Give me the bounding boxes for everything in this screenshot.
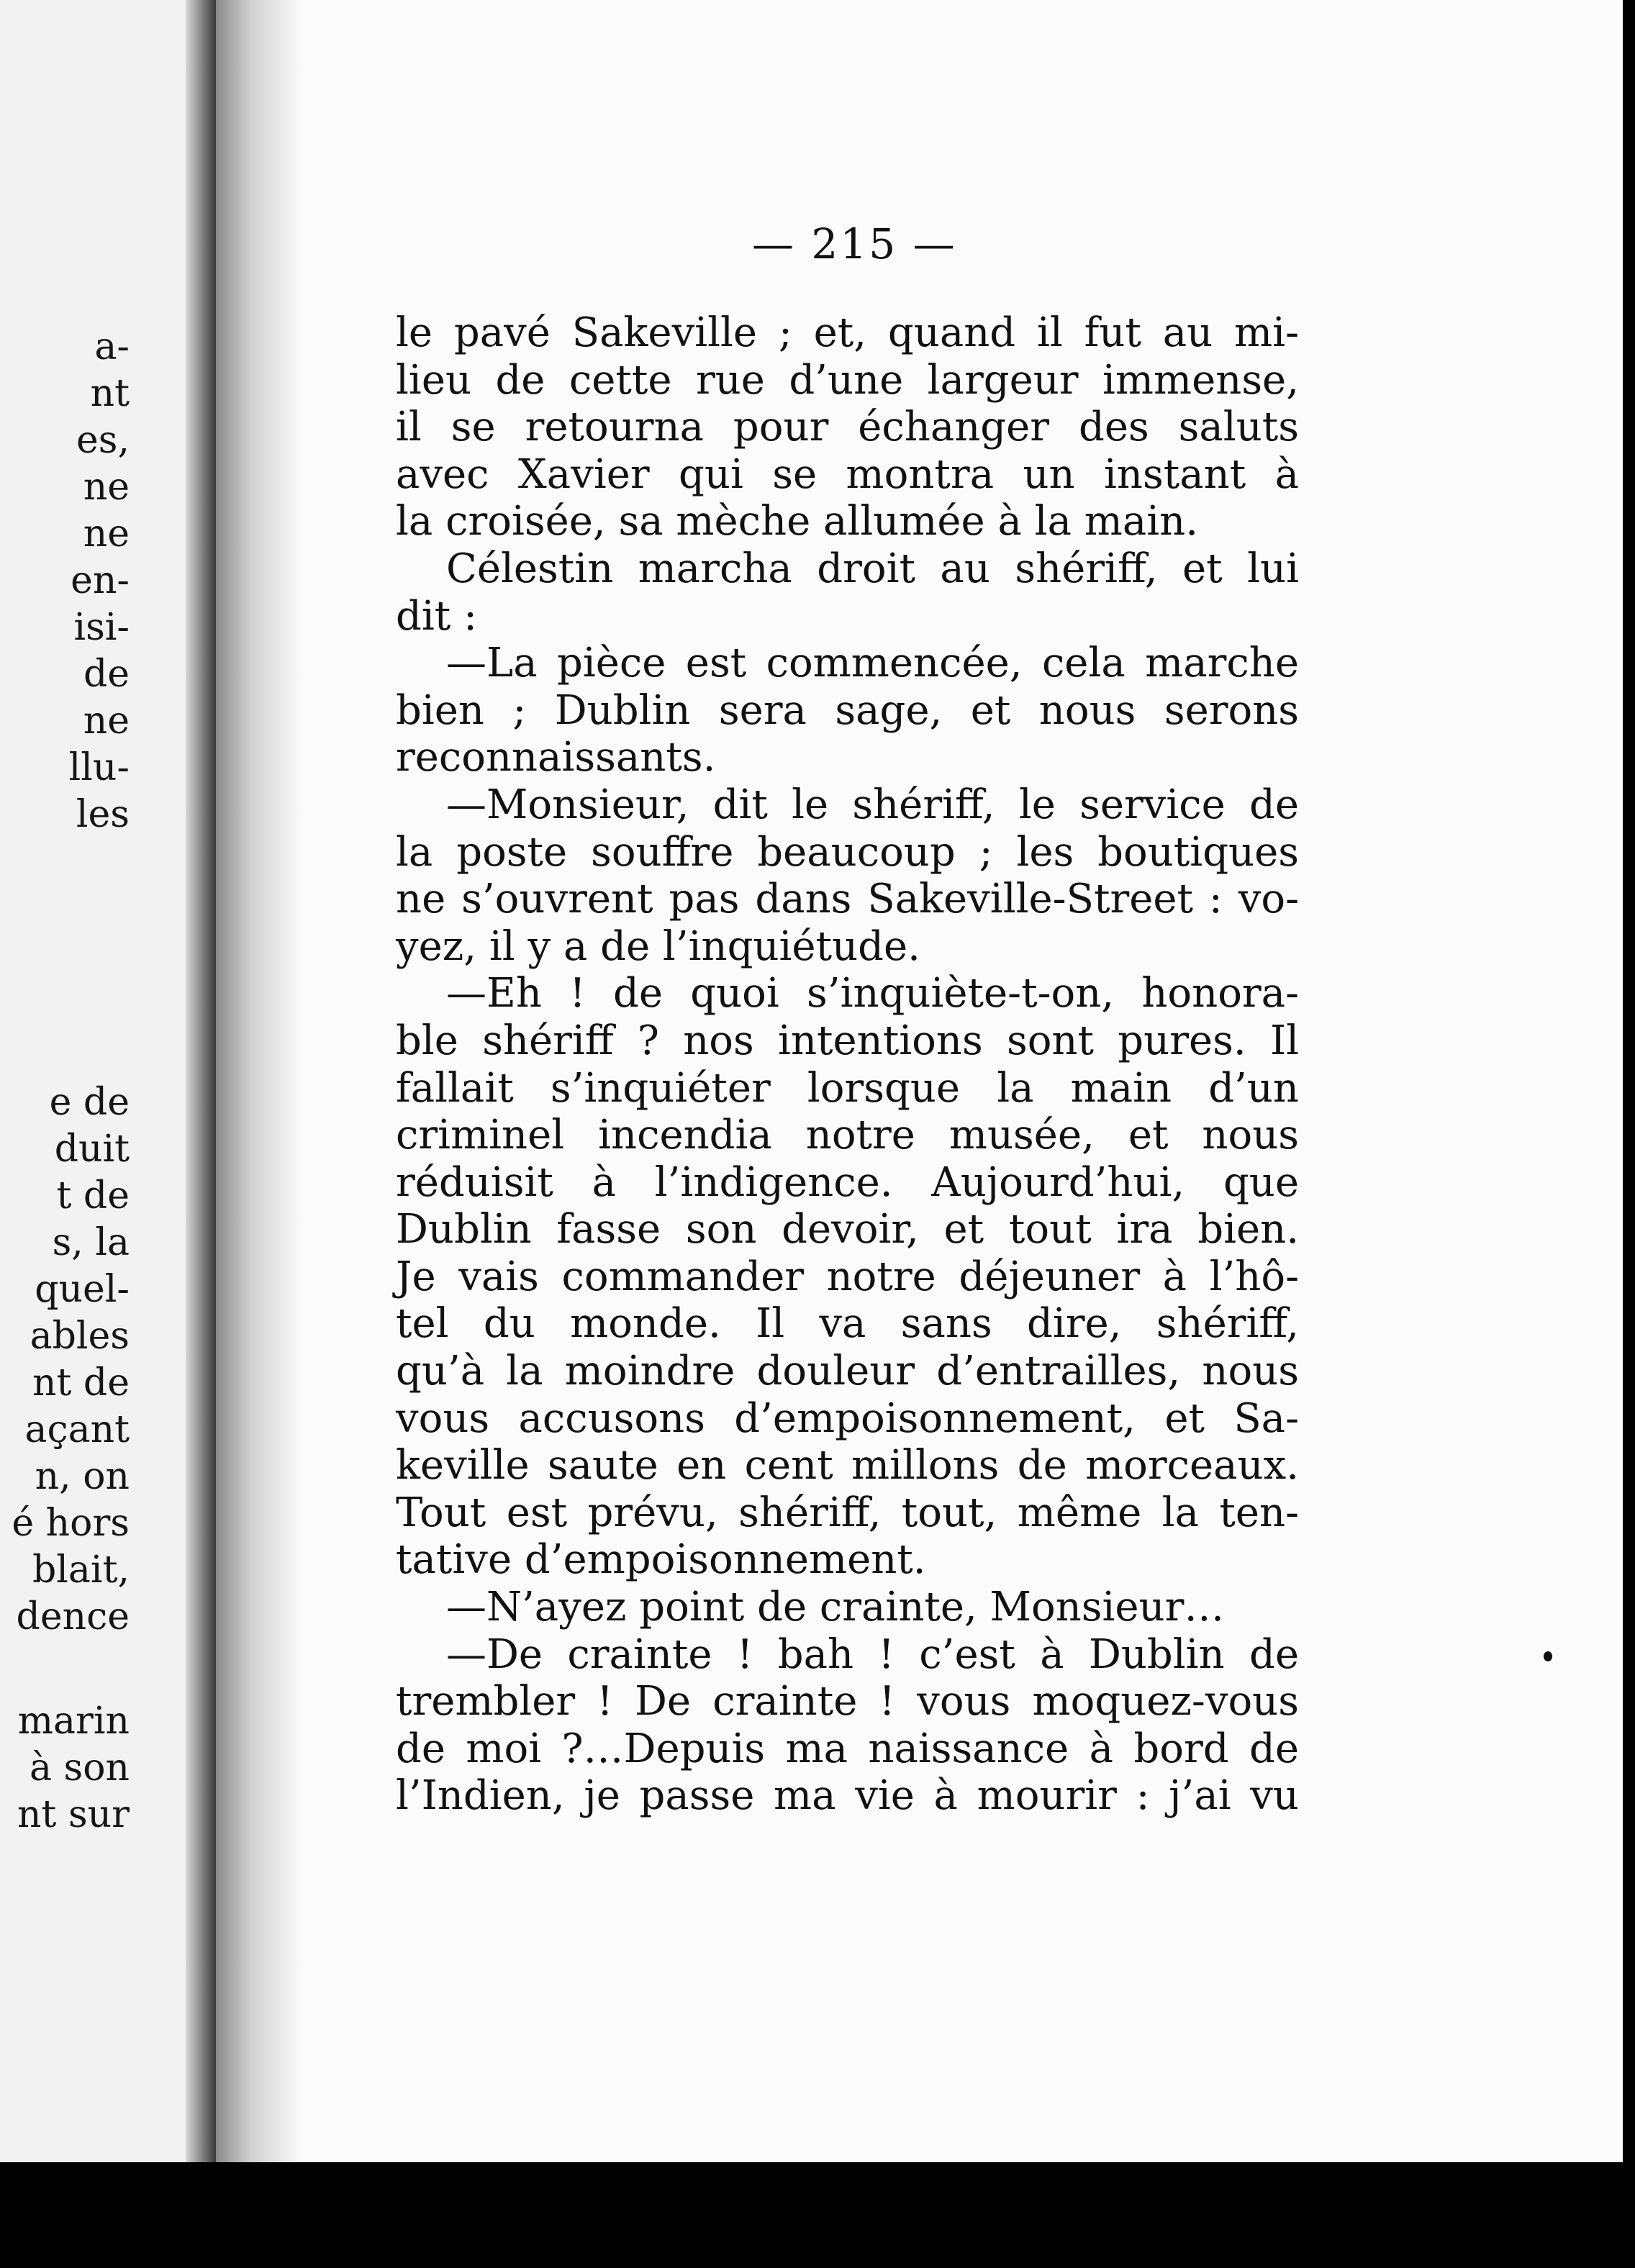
left-page-fragment: isi- (73, 606, 130, 649)
book-binding (186, 0, 216, 2162)
ink-speck (1544, 1651, 1552, 1661)
left-page-fragment: duit (54, 1128, 130, 1171)
text-line: Tout est prévu, shériff, tout, même la ten- (396, 1489, 1299, 1536)
text-line: fallait s’inquiéter lorsque la main d’un (396, 1064, 1299, 1112)
scan-border (0, 2162, 1635, 2268)
text-line: dit : (396, 592, 477, 640)
text-line: avec Xavier qui se montra un instant à (396, 450, 1299, 498)
text-line: Je vais commander notre déjeuner à l’hô- (396, 1253, 1299, 1300)
left-page-fragment: ne (83, 466, 130, 509)
left-page-fragment: les (76, 793, 130, 836)
text-line: qu’à la moindre douleur d’entrailles, nous (396, 1348, 1299, 1395)
left-page-fragment: açant (24, 1408, 130, 1451)
text-line: ble shériff ? nos intentions sont pures. Il (396, 1017, 1299, 1064)
left-page-fragment: é hors (12, 1502, 130, 1545)
text-line: la croisée, sa mèche allumée à la main. (396, 498, 1199, 545)
left-page-fragment: dence (16, 1595, 130, 1638)
text-line: criminel incendia notre musée, et nous (396, 1112, 1299, 1159)
left-page-fragment: e de (49, 1081, 130, 1124)
page-gutter-shadow (216, 0, 302, 2162)
left-page-fragment: nt (90, 372, 130, 415)
text-line: —La pièce est commencée, cela marche (446, 640, 1299, 687)
left-page-fragment: en- (71, 559, 130, 602)
left-page-fragment: quel- (35, 1268, 130, 1311)
left-page-fragment: ne (83, 512, 130, 555)
text-line: ne s’ouvrent pas dans Sakeville-Street : vo- (396, 876, 1299, 923)
left-page-fragment: nt de (32, 1361, 130, 1405)
text-line: reconnaissants. (396, 734, 716, 781)
left-page-fragment: ne (83, 699, 130, 743)
left-page-fragment: llu- (68, 746, 130, 789)
text-line: tel du monde. Il va sans dire, shériff, (396, 1300, 1299, 1348)
text-line: Célestin marcha droit au shériff, et lui (446, 545, 1299, 592)
text-line: il se retourna pour échanger des saluts (396, 404, 1299, 451)
text-line: l’Indien, je passe ma vie à mourir : j’ai vu (396, 1772, 1299, 1820)
text-line: Dublin fasse son devoir, et tout ira bien. (396, 1206, 1299, 1253)
text-line: le pavé Sakeville ; et, quand il fut au mi- (396, 309, 1299, 356)
text-line: tative d’empoisonnement. (396, 1536, 926, 1584)
text-line: trembler ! De crainte ! vous moquez-vous (396, 1678, 1299, 1725)
text-line: réduisit à l’indigence. Aujourd’hui, que (396, 1158, 1299, 1206)
text-line: lieu de cette rue d’une largeur immense, (396, 356, 1299, 404)
left-page-fragment: s, la (52, 1221, 130, 1264)
left-page-fragment: es, (76, 419, 130, 462)
left-page (0, 0, 216, 2162)
left-page-fragment: n, on (35, 1455, 130, 1498)
left-page-fragment: marin (17, 1700, 130, 1743)
text-line: —N’ayez point de crainte, Monsieur… (446, 1584, 1225, 1631)
left-page-fragment: ables (30, 1315, 130, 1358)
left-page-fragment: nt sur (17, 1793, 130, 1836)
left-page-fragment: t de (56, 1174, 130, 1217)
text-line: de moi ?…Depuis ma naissance à bord de (396, 1725, 1299, 1772)
left-page-fragment: blait, (32, 1548, 130, 1592)
left-page-fragment: de (83, 653, 130, 696)
text-line: la poste souffre beaucoup ; les boutiques (396, 828, 1299, 876)
text-line: bien ; Dublin sera sage, et nous serons (396, 686, 1299, 734)
left-page-fragment: a- (94, 325, 130, 368)
page-number: — 215 — (752, 219, 957, 268)
body-text (396, 309, 1299, 1820)
left-page-fragment: à son (29, 1746, 130, 1790)
text-line: —Eh ! de quoi s’inquiète-t-on, honora- (446, 970, 1299, 1017)
text-line: —Monsieur, dit le shériff, le service de (446, 781, 1299, 828)
text-line: —De crainte ! bah ! c’est à Dublin de (446, 1630, 1299, 1678)
text-line: yez, il y a de l’inquiétude. (396, 922, 920, 970)
text-line: keville saute en cent millons de morceaux. (396, 1442, 1299, 1489)
text-line: vous accusons d’empoisonnement, et Sa- (396, 1394, 1299, 1442)
